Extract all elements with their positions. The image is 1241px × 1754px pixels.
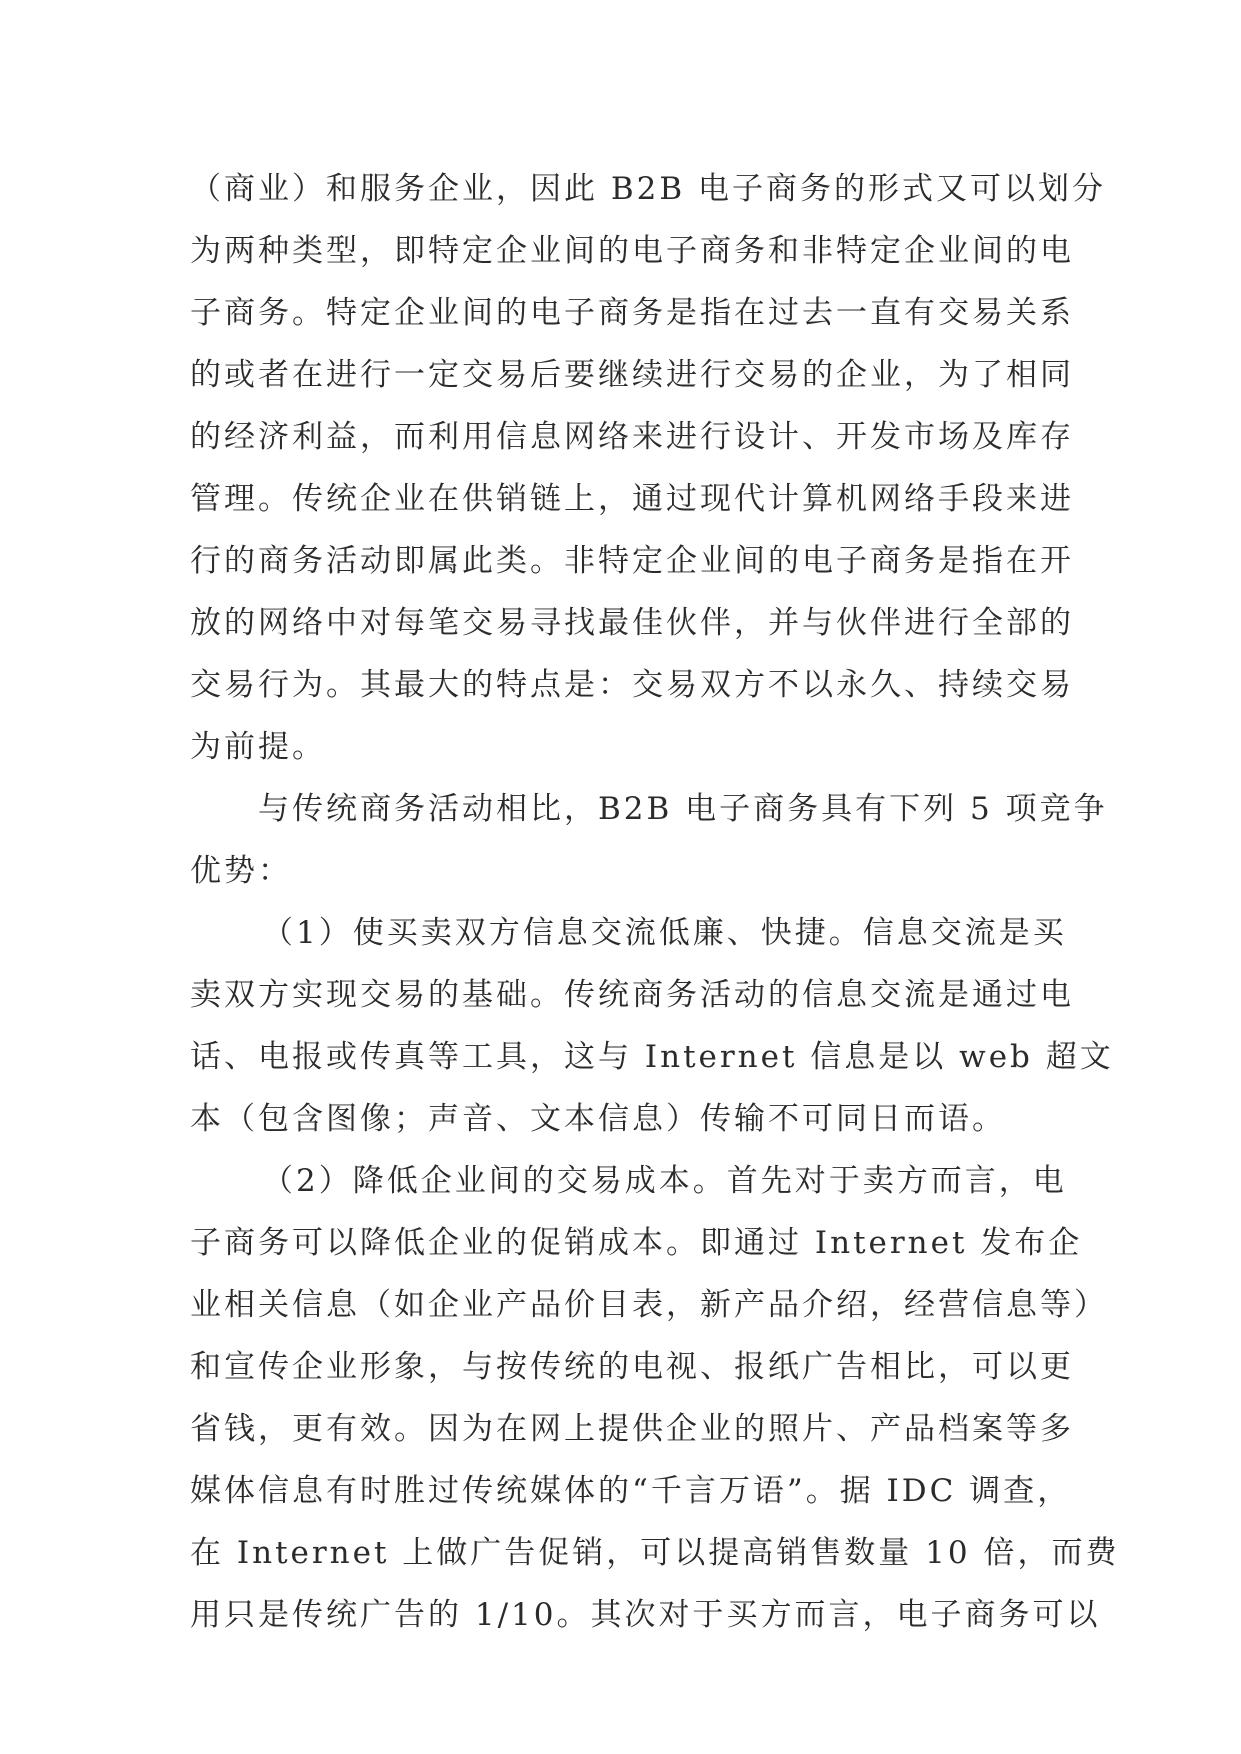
text-line: （商业）和服务企业，因此 B2B 电子商务的形式又可以划分	[190, 171, 1106, 207]
body-text	[190, 158, 1120, 1646]
text-line: 子商务。特定企业间的电子商务是指在过去一直有交易关系	[190, 295, 1074, 331]
text-line: 为两种类型，即特定企业间的电子商务和非特定企业间的电	[190, 233, 1074, 269]
list-item-start-line: （2）降低企业间的交易成本。首先对于卖方而言，电	[262, 1163, 1067, 1199]
text-line: 话、电报或传真等工具，这与 Internet 信息是以 web 超文	[190, 1039, 1114, 1075]
text-line: 的经济利益，而利用信息网络来进行设计、开发市场及库存	[190, 419, 1074, 455]
list-item-start-line: （1）使买卖双方信息交流低廉、快捷。信息交流是买	[262, 915, 1067, 951]
text-line: 用只是传统广告的 1/10。其次对于买方而言，电子商务可以	[190, 1597, 1101, 1633]
text-line: 优势：	[190, 853, 292, 889]
text-line: 本（包含图像；声音、文本信息）传输不可同日而语。	[190, 1101, 1006, 1137]
paragraph-start-line: 与传统商务活动相比，B2B 电子商务具有下列 5 项竞争	[258, 791, 1108, 827]
text-line: 子商务可以降低企业的促销成本。即通过 Internet 发布企	[190, 1225, 1083, 1261]
text-line: 卖双方实现交易的基础。传统商务活动的信息交流是通过电	[190, 977, 1074, 1013]
text-line: 在 Internet 上做广告促销，可以提高销售数量 10 倍，而费	[190, 1535, 1120, 1571]
text-line: 和宣传企业形象，与按传统的电视、报纸广告相比，可以更	[190, 1349, 1074, 1385]
text-line: 放的网络中对每笔交易寻找最佳伙伴，并与伙伴进行全部的	[190, 605, 1074, 641]
text-line: 为前提。	[190, 729, 326, 765]
text-line: 省钱，更有效。因为在网上提供企业的照片、产品档案等多	[190, 1411, 1074, 1447]
text-line: 的或者在进行一定交易后要继续进行交易的企业，为了相同	[190, 357, 1074, 393]
text-line: 媒体信息有时胜过传统媒体的“千言万语”。据 IDC 调查，	[190, 1473, 1072, 1509]
text-line: 行的商务活动即属此类。非特定企业间的电子商务是指在开	[190, 543, 1074, 579]
text-line: 管理。传统企业在供销链上，通过现代计算机网络手段来进	[190, 481, 1074, 517]
text-line: 业相关信息（如企业产品价目表，新产品介绍，经营信息等）	[190, 1287, 1108, 1323]
text-line: 交易行为。其最大的特点是：交易双方不以永久、持续交易	[190, 667, 1074, 703]
